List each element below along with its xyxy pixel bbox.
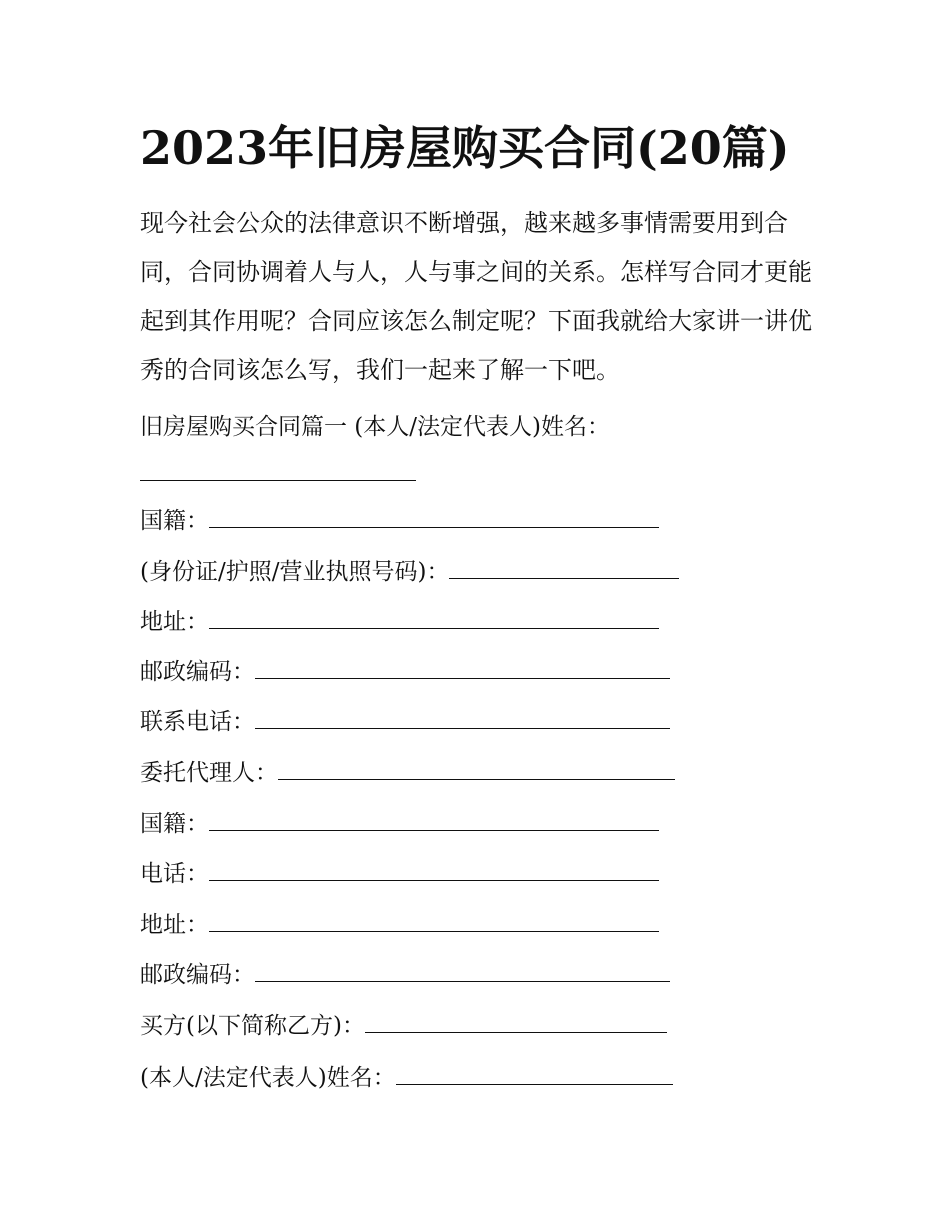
field-blank: [449, 556, 679, 579]
field-buyer-name: [140, 1062, 673, 1094]
field-label: 委托代理人：: [140, 760, 278, 786]
field-blank: [209, 505, 659, 528]
field-blank: [209, 808, 659, 831]
field-label: 邮政编码：: [140, 962, 255, 988]
section-heading-text: 旧房屋购买合同篇一 (本人/法定代表人)姓名：: [140, 414, 611, 440]
field-agent: [140, 757, 675, 789]
field-blank: [278, 757, 675, 780]
field-blank: [255, 706, 670, 729]
field-agent-address: [140, 909, 659, 941]
field-label: 国籍：: [140, 508, 209, 534]
field-label: 买方(以下简称乙方)：: [140, 1013, 365, 1039]
field-label: 邮政编码：: [140, 659, 255, 685]
name-blank: [140, 458, 416, 481]
field-nationality: [140, 505, 659, 537]
field-agent-phone: [140, 858, 659, 890]
field-label: 地址：: [140, 912, 209, 938]
field-label: (身份证/护照/营业执照号码)：: [140, 559, 450, 585]
field-label: 联系电话：: [140, 709, 255, 735]
field-blank: [209, 606, 659, 629]
field-buyer: [140, 1010, 667, 1042]
field-label: 电话：: [140, 861, 209, 887]
name-blank-line: [140, 458, 416, 490]
field-agent-nationality: [140, 808, 659, 840]
field-phone: [140, 706, 670, 738]
section-heading: [140, 411, 610, 443]
field-label: 地址：: [140, 609, 209, 635]
field-blank: [255, 959, 670, 982]
field-blank: [209, 909, 659, 932]
field-postcode: [140, 656, 670, 688]
field-blank: [209, 858, 659, 881]
field-id-number: [140, 556, 679, 588]
intro-paragraph: 现今社会公众的法律意识不断增强，越来越多事情需要用到合同，合同协调着人与人，人与事之间的关系。怎样写合同才更能起到其作用呢？合同应该怎么制定呢？下面我就给大家讲一讲优秀的合同该怎么写，我们一起来了解一下吧。: [140, 209, 812, 384]
field-blank: [255, 656, 670, 679]
field-address: [140, 606, 659, 638]
field-agent-postcode: [140, 959, 670, 991]
document-title: 2023年旧房屋购买合同(20篇): [140, 121, 790, 175]
field-blank: [365, 1010, 667, 1033]
field-label: (本人/法定代表人)姓名：: [140, 1065, 396, 1091]
field-blank: [396, 1062, 673, 1085]
field-label: 国籍：: [140, 811, 209, 837]
